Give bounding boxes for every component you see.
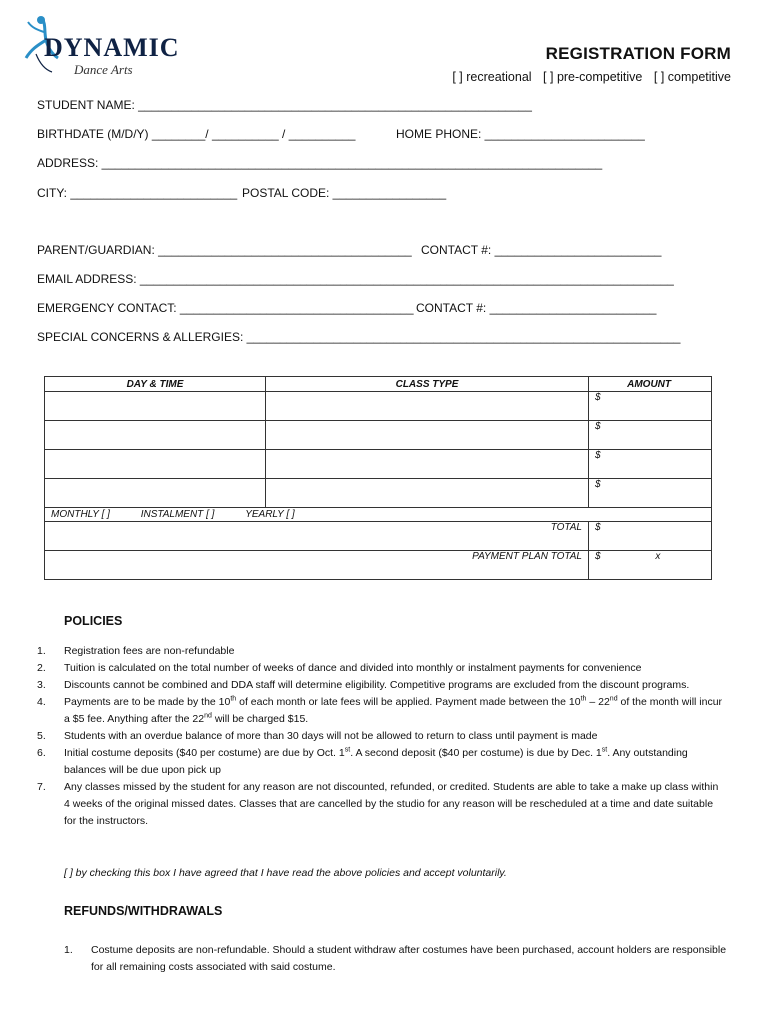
logo-wordmark: DYNAMIC <box>44 33 180 62</box>
table-row <box>45 450 712 479</box>
parent-guardian-field[interactable]: PARENT/GUARDIAN: ______________________________________ <box>37 243 412 257</box>
table-row <box>45 421 712 450</box>
class-type-cell[interactable] <box>266 392 589 421</box>
policy-text: Any classes missed by the student for any reason are not discounted, refunded, or credited. Students are able to take a make up class within 4 weeks of the original missed dates. Classes that are cancelled by the studio for any reason will be rescheduled at a time and date suitable for the instructors. <box>64 781 719 827</box>
birthdate-field[interactable]: BIRTHDATE (M/D/Y) ________/ __________ / __________ <box>37 127 356 141</box>
policy-text: Initial costume deposits ($40 per costume) are due by Oct. 1st. A second deposit ($40 per costume) is due by Dec. 1st. Any outstanding balances will be due upon pick up <box>64 746 688 776</box>
postal-code-field[interactable]: POSTAL CODE: _________________ <box>242 186 447 200</box>
email-field[interactable]: EMAIL ADDRESS: ________________________________________________________________________________ <box>37 272 674 286</box>
policy-text: Students with an overdue balance of more than 30 days will not be allowed to return to class until payment is made <box>64 730 598 742</box>
home-phone-field[interactable]: HOME PHONE: ________________________ <box>396 127 645 141</box>
class-type-cell[interactable] <box>266 421 589 450</box>
option-competitive[interactable]: [ ] competitive <box>653 70 731 84</box>
amount-cell[interactable]: $ <box>589 392 712 421</box>
class-type-cell[interactable] <box>266 479 589 508</box>
payment-plan-row <box>45 508 712 522</box>
table-row <box>45 392 712 421</box>
day-time-cell[interactable] <box>45 450 266 479</box>
option-pre-competitive[interactable]: [ ] pre-competitive <box>543 70 643 84</box>
refund-item <box>64 942 728 976</box>
total-row <box>45 522 712 551</box>
policy-number: 2. <box>37 662 46 674</box>
table-header-row <box>45 377 712 392</box>
policy-item <box>37 745 727 779</box>
program-type-options <box>444 70 731 84</box>
policies-heading: POLICIES <box>64 614 123 628</box>
table-row <box>45 479 712 508</box>
emergency-contact-number-field[interactable]: CONTACT #: _________________________ <box>416 301 657 315</box>
policy-text: Tuition is calculated on the total number of weeks of dance and divided into monthly or instalment payments for convenience <box>64 662 642 674</box>
policy-number: 6. <box>37 747 46 759</box>
address-field[interactable]: ADDRESS: ___________________________________________________________________________ <box>37 156 603 170</box>
special-concerns-field[interactable]: SPECIAL CONCERNS & ALLERGIES: _________________________________________________________________ <box>37 330 681 344</box>
policy-item <box>37 660 727 677</box>
policy-number: 3. <box>37 679 46 691</box>
student-name-field[interactable]: STUDENT NAME: ___________________________________________________________ <box>37 98 532 112</box>
total-label: TOTAL <box>45 522 589 551</box>
day-time-cell[interactable] <box>45 479 266 508</box>
policy-number: 1. <box>37 645 46 657</box>
plan-monthly[interactable]: MONTHLY [ ] <box>51 509 110 520</box>
day-time-cell[interactable] <box>45 392 266 421</box>
policy-item <box>37 677 727 694</box>
header-class-type: CLASS TYPE <box>266 377 589 392</box>
policy-item <box>37 694 727 728</box>
policy-item <box>37 728 727 745</box>
policy-number: 4. <box>37 696 46 708</box>
plan-total-currency: $ <box>595 551 601 562</box>
policy-text: Discounts cannot be combined and DDA staff will determine eligibility. Competitive programs are excluded from the discount programs. <box>64 679 690 691</box>
class-type-cell[interactable] <box>266 450 589 479</box>
policy-number: 7. <box>37 781 46 793</box>
amount-cell[interactable]: $ <box>589 421 712 450</box>
total-amount-cell[interactable]: $ <box>589 522 712 551</box>
policies-list <box>37 643 727 830</box>
refunds-heading: REFUNDS/WITHDRAWALS <box>64 904 223 918</box>
contact-number-field[interactable]: CONTACT #: _________________________ <box>421 243 662 257</box>
plan-yearly[interactable]: YEARLY [ ] <box>245 509 295 520</box>
header-day-time: DAY & TIME <box>45 377 266 392</box>
refund-text: Costume deposits are non-refundable. Should a student withdraw after costumes have been purchased, account holders are responsible for all remaining costs associated with said costume. <box>91 944 727 973</box>
form-title: REGISTRATION FORM <box>545 44 731 63</box>
policy-text: Payments are to be made by the 10th of each month or late fees will be applied. Payment made between the 10th – 22nd of the month will incur a $5 fee. Anything after the 22nd will be charged $15. <box>64 695 723 725</box>
logo-subtitle: Dance Arts <box>74 62 133 77</box>
policy-text: Registration fees are non-refundable <box>64 645 235 657</box>
plan-total-amount-cell[interactable] <box>589 551 712 580</box>
city-field[interactable]: CITY: _________________________ <box>37 186 238 200</box>
emergency-contact-field[interactable]: EMERGENCY CONTACT: ___________________________________ <box>37 301 414 315</box>
class-schedule-table <box>44 376 712 580</box>
refunds-list <box>64 942 728 976</box>
policy-item <box>37 779 727 830</box>
amount-cell[interactable]: $ <box>589 450 712 479</box>
policy-number: 5. <box>37 730 46 742</box>
plan-total-multiplier: x <box>655 551 661 562</box>
option-recreational[interactable]: [ ] recreational <box>452 70 532 84</box>
header-amount: AMOUNT <box>589 377 712 392</box>
amount-cell[interactable]: $ <box>589 479 712 508</box>
plan-total-label: PAYMENT PLAN TOTAL <box>45 551 589 580</box>
agreement-checkbox[interactable]: [ ] by checking this box I have agreed that I have read the above policies and accept voluntarily. <box>64 867 507 879</box>
payment-plan-options <box>45 508 712 522</box>
policy-item <box>37 643 727 660</box>
refund-number: 1. <box>64 944 73 956</box>
day-time-cell[interactable] <box>45 421 266 450</box>
plan-total-row <box>45 551 712 580</box>
plan-instalment[interactable]: INSTALMENT [ ] <box>140 509 215 520</box>
